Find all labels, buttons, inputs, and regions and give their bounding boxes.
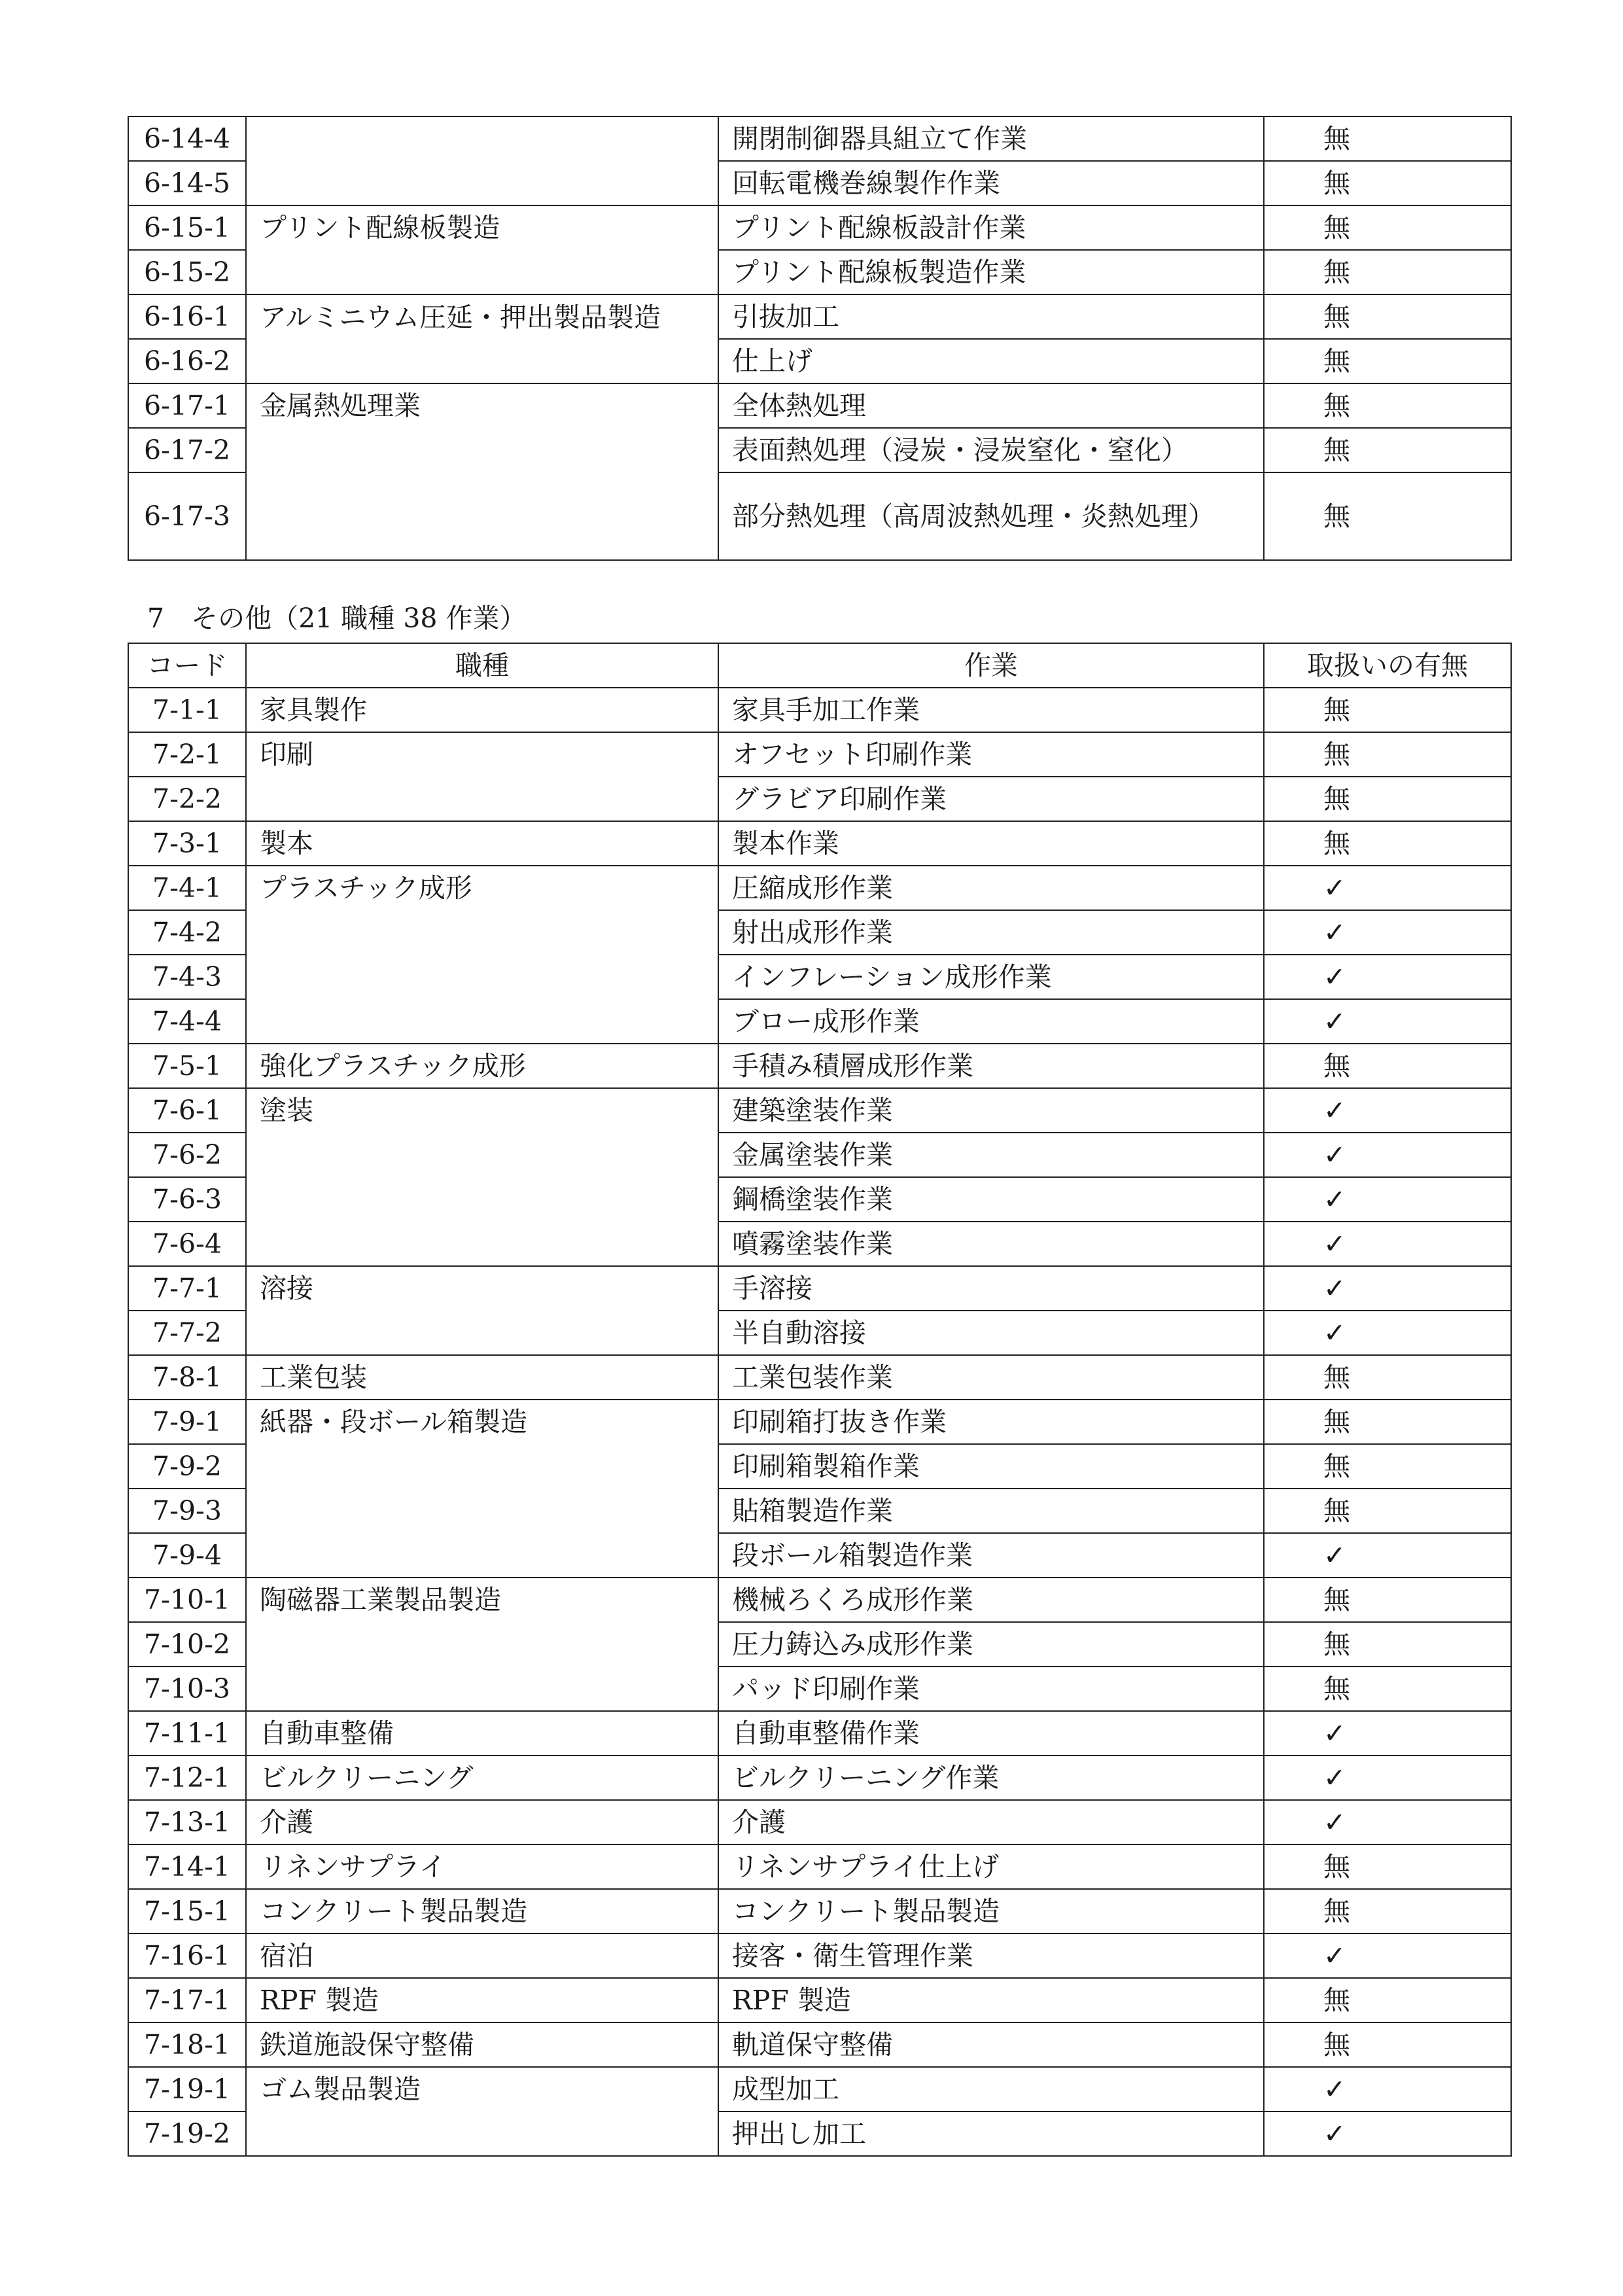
work-cell: 金属塗装作業 [718,1133,1264,1177]
code-cell: 7-2-2 [128,777,246,821]
work-cell: 機械ろくろ成形作業 [718,1578,1264,1622]
code-cell: 7-6-4 [128,1222,246,1266]
job-cell: 製本 [246,821,718,866]
code-cell: 7-9-4 [128,1533,246,1578]
table-row [128,1578,1511,1622]
handled-cell: ✓ [1264,1800,1511,1845]
code-cell: 7-13-1 [128,1800,246,1845]
handled-cell: ✓ [1264,955,1511,999]
table-row [128,2022,1511,2067]
work-cell: 圧縮成形作業 [718,866,1264,910]
work-cell: 印刷箱製箱作業 [718,1444,1264,1489]
work-cell: 表面熱処理（浸炭・浸炭窒化・窒化） [718,428,1264,472]
header-work: 作業 [718,643,1264,688]
work-cell: 引抜加工 [718,294,1264,339]
work-cell: 部分熱処理（高周波熱処理・炎熱処理） [718,472,1264,560]
code-cell: 7-10-3 [128,1667,246,1711]
header-handled: 取扱いの有無 [1264,643,1511,688]
job-cell: アルミニウム圧延・押出製品製造 [246,294,718,383]
handled-cell: 無 [1264,472,1511,560]
table-row [128,1088,1511,1133]
handled-cell: 無 [1264,250,1511,294]
table-row [128,383,1511,428]
handled-cell: 無 [1264,116,1511,161]
code-cell: 7-19-2 [128,2111,246,2156]
job-cell: RPF 製造 [246,1978,718,2022]
handled-cell: 無 [1264,1489,1511,1533]
work-cell: 噴霧塗装作業 [718,1222,1264,1266]
work-cell: インフレーション成形作業 [718,955,1264,999]
code-cell: 7-1-1 [128,688,246,732]
handled-cell: 無 [1264,428,1511,472]
work-cell: ブロー成形作業 [718,999,1264,1044]
handled-cell: ✓ [1264,2067,1511,2111]
header-job: 職種 [246,643,718,688]
work-cell: 半自動溶接 [718,1311,1264,1355]
code-cell: 7-5-1 [128,1044,246,1088]
code-cell: 7-10-2 [128,1622,246,1667]
code-cell: 7-10-1 [128,1578,246,1622]
code-cell: 7-11-1 [128,1711,246,1756]
table-row [128,1044,1511,1088]
handled-cell: ✓ [1264,2111,1511,2156]
handled-cell: 無 [1264,1667,1511,1711]
code-cell: 7-9-3 [128,1489,246,1533]
handled-cell: 無 [1264,1355,1511,1400]
work-cell: 成型加工 [718,2067,1264,2111]
code-cell: 6-17-1 [128,383,246,428]
handled-cell: 無 [1264,1444,1511,1489]
table-row [128,732,1511,777]
handled-cell: 無 [1264,1889,1511,1934]
code-cell: 7-6-3 [128,1177,246,1222]
code-cell: 7-16-1 [128,1934,246,1978]
handled-cell: ✓ [1264,1711,1511,1756]
table-row [128,688,1511,732]
work-cell: パッド印刷作業 [718,1667,1264,1711]
handled-cell: ✓ [1264,1934,1511,1978]
code-cell: 7-2-1 [128,732,246,777]
work-cell: 手溶接 [718,1266,1264,1311]
work-cell: プリント配線板製造作業 [718,250,1264,294]
work-cell: オフセット印刷作業 [718,732,1264,777]
work-cell: 鋼橋塗装作業 [718,1177,1264,1222]
work-cell: 段ボール箱製造作業 [718,1533,1264,1578]
handled-cell: 無 [1264,732,1511,777]
work-cell: 接客・衛生管理作業 [718,1934,1264,1978]
code-cell: 7-15-1 [128,1889,246,1934]
code-cell: 6-17-3 [128,472,246,560]
table-row [128,294,1511,339]
code-cell: 7-17-1 [128,1978,246,2022]
work-cell: 家具手加工作業 [718,688,1264,732]
code-cell: 7-7-2 [128,1311,246,1355]
handled-cell: 無 [1264,2022,1511,2067]
table-row [128,1266,1511,1311]
job-cell: 印刷 [246,732,718,821]
work-cell: 開閉制御器具組立て作業 [718,116,1264,161]
work-cell: プリント配線板設計作業 [718,205,1264,250]
handled-cell: 無 [1264,821,1511,866]
table-row [128,1400,1511,1444]
work-cell: 工業包装作業 [718,1355,1264,1400]
work-cell: ビルクリーニング作業 [718,1756,1264,1800]
handled-cell: 無 [1264,1845,1511,1889]
code-cell: 7-6-2 [128,1133,246,1177]
code-cell: 6-16-1 [128,294,246,339]
job-cell: ビルクリーニング [246,1756,718,1800]
table-row [128,1800,1511,1845]
work-cell: 自動車整備作業 [718,1711,1264,1756]
work-cell: コンクリート製品製造 [718,1889,1264,1934]
table-row [128,2067,1511,2111]
job-cell: 紙器・段ボール箱製造 [246,1400,718,1578]
work-cell: 貼箱製造作業 [718,1489,1264,1533]
handled-cell: 無 [1264,688,1511,732]
code-cell: 7-8-1 [128,1355,246,1400]
job-cell: 鉄道施設保守整備 [246,2022,718,2067]
code-cell: 7-14-1 [128,1845,246,1889]
handled-cell: ✓ [1264,999,1511,1044]
section-title: 7 その他（21 職種 38 作業） [147,603,527,634]
handled-cell: 無 [1264,1622,1511,1667]
code-cell: 7-9-2 [128,1444,246,1489]
code-cell: 7-4-4 [128,999,246,1044]
code-cell: 7-9-1 [128,1400,246,1444]
job-cell: リネンサプライ [246,1845,718,1889]
job-cell: プリント配線板製造 [246,205,718,294]
handled-cell: ✓ [1264,910,1511,955]
table-row [128,1355,1511,1400]
table-row [128,1978,1511,2022]
code-cell: 6-15-1 [128,205,246,250]
work-cell: 建築塗装作業 [718,1088,1264,1133]
table-row [128,866,1511,910]
handled-cell: ✓ [1264,1177,1511,1222]
job-cell: ゴム製品製造 [246,2067,718,2156]
code-cell: 7-6-1 [128,1088,246,1133]
work-cell: 印刷箱打抜き作業 [718,1400,1264,1444]
handled-cell: 無 [1264,339,1511,383]
handled-cell: 無 [1264,383,1511,428]
code-cell: 7-19-1 [128,2067,246,2111]
work-cell: 手積み積層成形作業 [718,1044,1264,1088]
handled-cell: ✓ [1264,1266,1511,1311]
handled-cell: ✓ [1264,866,1511,910]
code-cell: 7-18-1 [128,2022,246,2067]
code-cell: 7-4-2 [128,910,246,955]
job-cell: 家具製作 [246,688,718,732]
code-cell: 7-4-1 [128,866,246,910]
handled-cell: 無 [1264,1400,1511,1444]
job-cell: 介護 [246,1800,718,1845]
job-cell [246,116,718,205]
handled-cell: ✓ [1264,1222,1511,1266]
work-cell: 回転電機巻線製作作業 [718,161,1264,205]
section7-table [128,643,1512,2157]
job-cell: 金属熱処理業 [246,383,718,560]
work-cell: 介護 [718,1800,1264,1845]
job-cell: 溶接 [246,1266,718,1355]
table-row [128,116,1511,161]
handled-cell: ✓ [1264,1311,1511,1355]
job-cell: 陶磁器工業製品製造 [246,1578,718,1711]
work-cell: 製本作業 [718,821,1264,866]
handled-cell: ✓ [1264,1088,1511,1133]
job-cell: 工業包装 [246,1355,718,1400]
job-cell: 自動車整備 [246,1711,718,1756]
table-row [128,821,1511,866]
work-cell: グラビア印刷作業 [718,777,1264,821]
code-cell: 7-4-3 [128,955,246,999]
work-cell: 射出成形作業 [718,910,1264,955]
work-cell: 軌道保守整備 [718,2022,1264,2067]
work-cell: RPF 製造 [718,1978,1264,2022]
code-cell: 6-16-2 [128,339,246,383]
work-cell: 全体熱処理 [718,383,1264,428]
section6-table [128,116,1512,561]
work-cell: 圧力鋳込み成形作業 [718,1622,1264,1667]
handled-cell: 無 [1264,294,1511,339]
job-cell: 強化プラスチック成形 [246,1044,718,1088]
handled-cell: 無 [1264,1044,1511,1088]
work-cell: リネンサプライ仕上げ [718,1845,1264,1889]
handled-cell: 無 [1264,1978,1511,2022]
code-cell: 6-14-5 [128,161,246,205]
code-cell: 6-15-2 [128,250,246,294]
code-cell: 6-17-2 [128,428,246,472]
handled-cell: ✓ [1264,1756,1511,1800]
code-cell: 7-3-1 [128,821,246,866]
handled-cell: ✓ [1264,1133,1511,1177]
job-cell: コンクリート製品製造 [246,1889,718,1934]
table-row [128,205,1511,250]
job-cell: 宿泊 [246,1934,718,1978]
job-cell: 塗装 [246,1088,718,1266]
job-cell: プラスチック成形 [246,866,718,1044]
work-cell: 仕上げ [718,339,1264,383]
table-row [128,1711,1511,1756]
work-cell: 押出し加工 [718,2111,1264,2156]
header-code: コード [128,643,246,688]
code-cell: 6-14-4 [128,116,246,161]
table-row [128,1756,1511,1800]
handled-cell: 無 [1264,161,1511,205]
table-row [128,1845,1511,1889]
handled-cell: ✓ [1264,1533,1511,1578]
handled-cell: 無 [1264,777,1511,821]
code-cell: 7-12-1 [128,1756,246,1800]
code-cell: 7-7-1 [128,1266,246,1311]
handled-cell: 無 [1264,1578,1511,1622]
handled-cell: 無 [1264,205,1511,250]
table-row [128,1889,1511,1934]
header-row [128,643,1511,688]
table-row [128,1934,1511,1978]
